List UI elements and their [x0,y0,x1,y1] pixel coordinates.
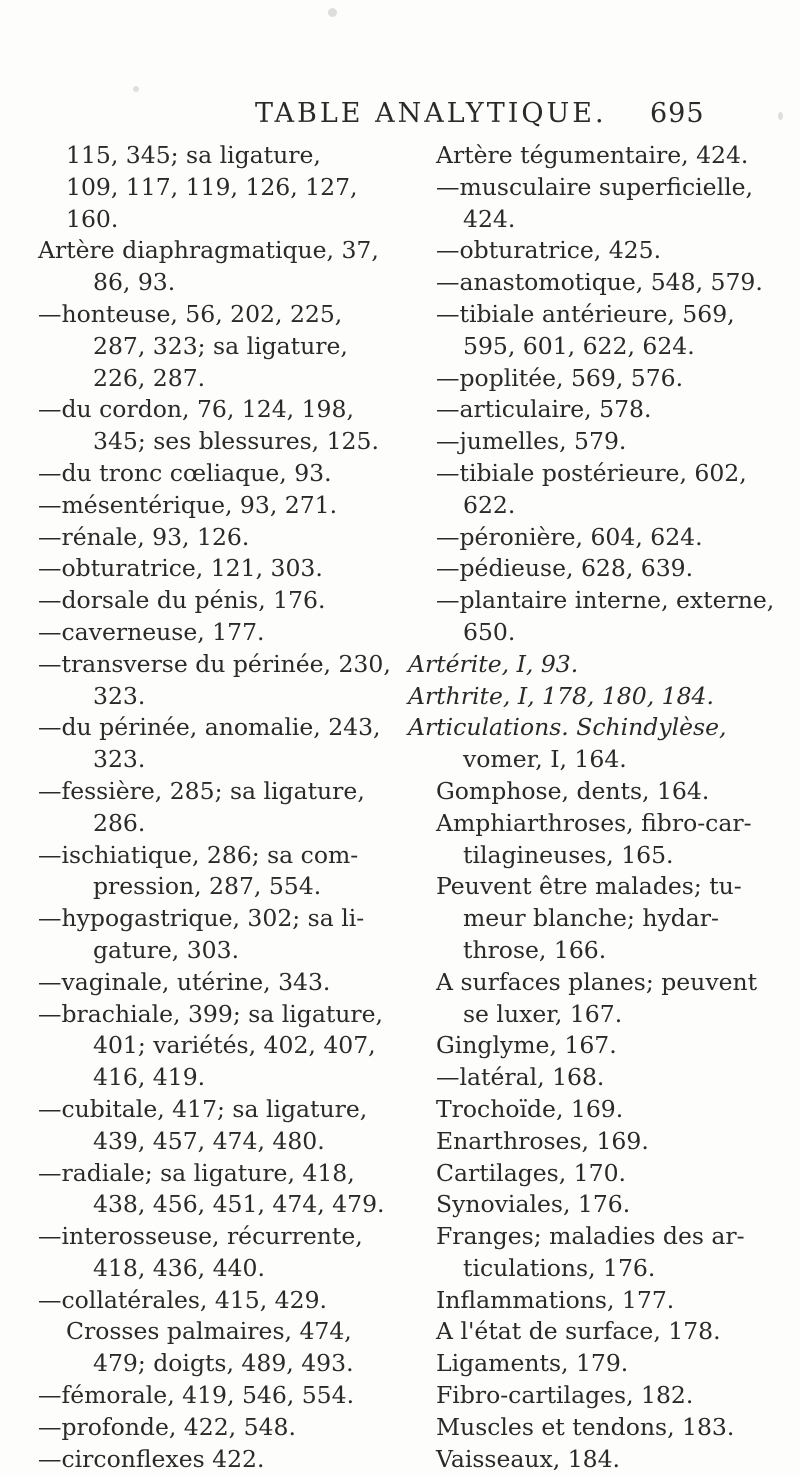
index-entry: —brachiale, 399; sa ligature, [38,999,384,1028]
index-line: throse, 166. [463,935,607,964]
index-entry: —interosseuse, récurrente, [38,1222,363,1251]
index-entry: Trochoïde, 169. [436,1094,624,1123]
index-line: 595, 601, 622, 624. [463,331,695,360]
paper-spot [328,8,337,17]
index-line: ticulations, 176. [463,1253,656,1282]
index-entry: —ischiatique, 286; sa com- [38,840,359,869]
index-line: 86, 93. [93,268,176,297]
index-entry: —caverneuse, 177. [38,617,265,646]
page-title: TABLE ANALYTIQUE. [255,98,607,129]
index-entry: —articulaire, 578. [436,395,652,424]
index-entry: Fibro-cartilages, 182. [436,1381,694,1410]
index-entry: Franges; maladies des ar- [436,1222,745,1251]
index-line: 160. [66,204,119,233]
index-entry: Cartilages, 170. [436,1158,626,1187]
index-entry: A surfaces planes; peuvent [436,967,758,996]
index-entry: —hypogastrique, 302; sa li- [38,904,365,933]
index-line: gature, 303. [93,935,240,964]
index-line: 323. [93,745,146,774]
index-entry: —circonflexes 422. [38,1444,265,1473]
index-entry: —pédieuse, 628, 639. [436,554,694,583]
page-header [0,98,800,138]
index-entry: —tibiale postérieure, 602, [436,458,747,487]
index-entry: Vaisseaux, 184. [436,1444,621,1473]
index-entry: —honteuse, 56, 202, 225, [38,299,343,328]
index-entry: —latéral, 168. [436,1063,605,1092]
index-entry: Muscles et tendons, 183. [436,1412,735,1441]
index-line: 479; doigts, 489, 493. [93,1349,354,1378]
index-entry: —collatérales, 415, 429. [38,1285,327,1314]
index-entry: —obturatrice, 121, 303. [38,554,323,583]
index-entry: —anastomotique, 548, 579. [436,268,763,297]
index-entry: Amphiarthroses, fibro-car- [436,808,752,837]
index-line: 115, 345; sa ligature, [66,141,321,169]
index-line: 109, 117, 119, 126, 127, [66,172,358,201]
paper-spot [133,86,139,92]
index-entry: —poplitée, 569, 576. [436,363,684,392]
index-entry: Artère tégumentaire, 424. [436,141,749,169]
index-line: 286. [93,808,146,837]
index-line: 416, 419. [93,1063,206,1092]
index-entry: —fémorale, 419, 546, 554. [38,1381,355,1410]
index-line: pression, 287, 554. [93,872,322,901]
index-entry: —musculaire superficielle, [436,172,753,201]
index-column-left [38,140,391,1475]
index-column-right [408,140,788,1475]
index-entry: Articulations. Schindylèse, [408,713,727,742]
index-line: tilagineuses, 165. [463,840,674,869]
index-entry: —dorsale du pénis, 176. [38,586,326,615]
page-number: 695 [650,98,705,129]
index-entry: —péronière, 604, 624. [436,522,703,551]
index-entry: Ligaments, 179. [436,1349,629,1378]
index-entry: Crosses palmaires, 474, [66,1317,352,1346]
index-entry: —mésentérique, 93, 271. [38,490,338,519]
index-entry: —vaginale, utérine, 343. [38,967,331,996]
index-entry: Artérite, I, 93. [408,649,579,678]
index-entry: —transverse du périnée, 230, [38,649,391,678]
index-line: 287, 323; sa ligature, [93,331,348,360]
index-entry: Peuvent être malades; tu- [436,872,742,901]
index-entry: —tibiale antérieure, 569, [436,299,735,328]
index-line: meur blanche; hydar- [463,904,719,933]
index-entry: —obturatrice, 425. [436,236,662,265]
index-line: 424. [463,204,516,233]
index-line: 622. [463,490,516,519]
index-entry: —fessière, 285; sa ligature, [38,776,365,805]
index-line: vomer, I, 164. [463,745,627,774]
index-entry: A l'état de surface, 178. [436,1317,721,1346]
index-entry: —du cordon, 76, 124, 198, [38,395,354,424]
index-line: 438, 456, 451, 474, 479. [93,1190,385,1219]
index-entry: —jumelles, 579. [436,427,627,456]
index-entry: —plantaire interne, externe, [436,586,775,615]
index-line: 345; ses blessures, 125. [93,427,379,456]
index-line: 418, 436, 440. [93,1253,265,1282]
index-entry: Arthrite, I, 178, 180, 184. [408,681,714,710]
index-line: 226, 287. [93,363,206,392]
index-entry: —rénale, 93, 126. [38,522,250,551]
index-entry: —profonde, 422, 548. [38,1412,296,1441]
index-line: 439, 457, 474, 480. [93,1126,325,1155]
index-line: se luxer, 167. [463,999,623,1028]
index-line: 650. [463,617,516,646]
index-entry: Synoviales, 176. [436,1190,631,1219]
index-entry: —du périnée, anomalie, 243, [38,713,381,742]
index-line: 401; variétés, 402, 407, [93,1031,376,1060]
index-entry: —du tronc cœliaque, 93. [38,458,332,487]
index-entry: Enarthroses, 169. [436,1126,649,1155]
index-entry: Artère diaphragmatique, 37, [38,236,379,265]
index-entry: Ginglyme, 167. [436,1031,617,1060]
index-entry: —cubitale, 417; sa ligature, [38,1094,368,1123]
index-entry: —radiale; sa ligature, 418, [38,1158,355,1187]
index-entry: Gomphose, dents, 164. [436,776,710,805]
index-entry: Inflammations, 177. [436,1285,675,1314]
index-line: 323. [93,681,146,710]
